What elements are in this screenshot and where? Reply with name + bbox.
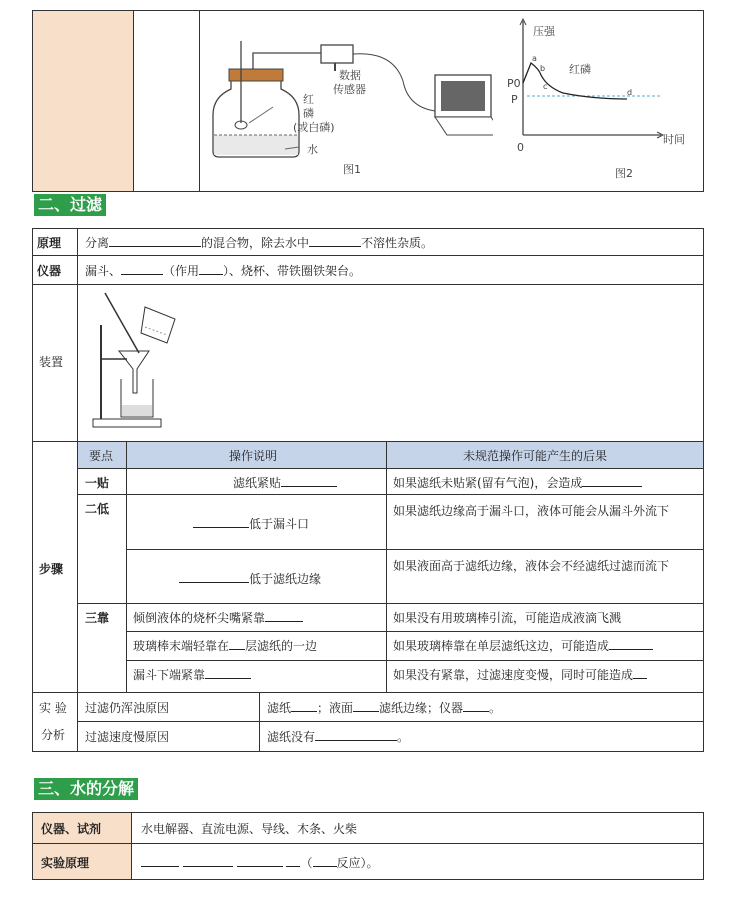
result-row-4: 如果没有用玻璃棒引流，可能造成液滴飞溅 (393, 611, 622, 625)
blank[interactable] (291, 699, 317, 712)
key-erdi: 二低 (85, 502, 110, 516)
key-yitie: 一贴 (85, 476, 110, 490)
col-header-key: 要点 (89, 449, 114, 463)
blank[interactable] (229, 637, 245, 650)
water-label: 水 (307, 143, 318, 156)
blank[interactable] (582, 474, 642, 487)
alt-phosphorus-label: (或白磷) (293, 121, 335, 134)
blank[interactable] (109, 234, 201, 247)
point-b: b (540, 64, 546, 73)
funnel (119, 351, 149, 393)
point-c: c (543, 82, 548, 91)
pouring-beaker (141, 307, 175, 343)
blank[interactable] (265, 609, 303, 622)
blank[interactable] (183, 854, 233, 867)
blank[interactable] (309, 234, 361, 247)
filtration-apparatus-figure (87, 289, 187, 437)
top-empty-cell (134, 11, 200, 191)
analysis-case-1: 过滤仍浑浊原因 (85, 701, 170, 715)
sensor-label-1: 数据 (339, 69, 361, 82)
result-row-5: 如果玻璃棒靠在单层滤纸这边，可能造成 (393, 637, 653, 654)
key-sankao: 三靠 (85, 611, 110, 625)
op-row-2: 低于漏斗口 (193, 515, 309, 532)
section-3-title: 三、水的分解 (34, 778, 138, 800)
principle-label: 原理 (37, 236, 62, 250)
principle-text: 分离 的混合物，除去水中 不溶性杂质。 (85, 236, 434, 250)
figure-2-caption: 图2 (615, 167, 633, 180)
section-2-title: 二、过滤 (34, 194, 106, 216)
analysis-detail-2: 滤纸没有 。 (267, 730, 410, 744)
blank[interactable] (315, 728, 397, 741)
blank[interactable] (463, 699, 489, 712)
principle-equation: （ 反应）。 (141, 854, 379, 871)
point-d: d (627, 88, 633, 97)
phosphorus-label-1: 红 (303, 93, 314, 106)
x-axis-label: 时间 (663, 133, 685, 146)
top-row (32, 10, 704, 192)
blank[interactable] (121, 262, 163, 275)
phosphorus-label-2: 磷 (303, 107, 314, 120)
origin-label: 0 (517, 141, 524, 154)
blank[interactable] (609, 637, 653, 650)
blank[interactable] (281, 474, 337, 487)
blank[interactable] (199, 262, 223, 275)
p0-label: P0 (507, 77, 521, 90)
analysis-label-1: 实 验 (39, 701, 67, 715)
analysis-label-2: 分析 (41, 728, 66, 742)
blank[interactable] (353, 699, 379, 712)
instrument-text: 漏斗、 （作用 ）、烧杯、带铁圈铁架台。 (85, 264, 362, 278)
y-axis-label: 压强 (533, 25, 555, 38)
col-header-result: 未规范操作可能产生的后果 (463, 449, 608, 463)
blank[interactable] (193, 515, 249, 528)
sensor-box (321, 45, 353, 63)
glass-rod (105, 293, 139, 353)
blank[interactable] (205, 666, 251, 679)
blank[interactable] (286, 854, 300, 867)
reagent-label: 仪器、试剂 (41, 822, 102, 836)
op-row-6: 漏斗下端紧靠 (133, 666, 251, 683)
op-row-4: 倾倒液体的烧杯尖嘴紧靠 (133, 609, 303, 626)
water (214, 135, 298, 155)
result-row-6: 如果没有紧靠，过滤速度变慢，同时可能造成 (393, 666, 647, 683)
figure-1-apparatus (203, 11, 493, 189)
result-row-3: 如果液面高于滤纸边缘，液体会不经滤纸过滤而流下 (393, 559, 670, 573)
result-row-2: 如果滤纸边缘高于漏斗口，液体可能会从漏斗外流下 (393, 504, 670, 518)
op-row-3: 低于滤纸边缘 (179, 570, 321, 587)
result-row-1: 如果滤纸未贴紧(留有气泡)，会造成 (393, 474, 642, 491)
op-row-5: 玻璃棒末端轻靠在 层滤纸的一边 (133, 639, 318, 653)
filtration-table (32, 228, 704, 752)
p-label: P (511, 93, 518, 106)
laptop-base (435, 117, 493, 135)
instrument-label: 仪器 (37, 264, 62, 278)
op-row-1: 滤纸紧贴 (233, 474, 337, 491)
reagent-text: 水电解器、直流电源、导线、木条、火柴 (141, 822, 358, 836)
blank[interactable] (633, 666, 647, 679)
blank[interactable] (141, 854, 179, 867)
electrolysis-table (32, 812, 704, 880)
principle-label-3: 实验原理 (41, 856, 90, 870)
figure-1-caption: 图1 (343, 163, 361, 176)
blank[interactable] (313, 854, 337, 867)
top-label-cell (33, 11, 134, 191)
stopper (229, 69, 283, 81)
figure-2-graph (503, 11, 701, 189)
analysis-detail-1: 滤纸 ；液面 滤纸边缘；仪器 。 (267, 701, 502, 715)
blank[interactable] (237, 854, 283, 867)
apparatus-label: 装置 (39, 355, 64, 369)
analysis-case-2: 过滤速度慢原因 (85, 730, 170, 744)
point-a: a (532, 54, 537, 63)
col-header-op: 操作说明 (229, 449, 278, 463)
sensor-label-2: 传感器 (333, 83, 366, 96)
blank[interactable] (179, 570, 249, 583)
curve-label: 红磷 (569, 63, 591, 76)
steps-label: 步骤 (39, 562, 64, 576)
